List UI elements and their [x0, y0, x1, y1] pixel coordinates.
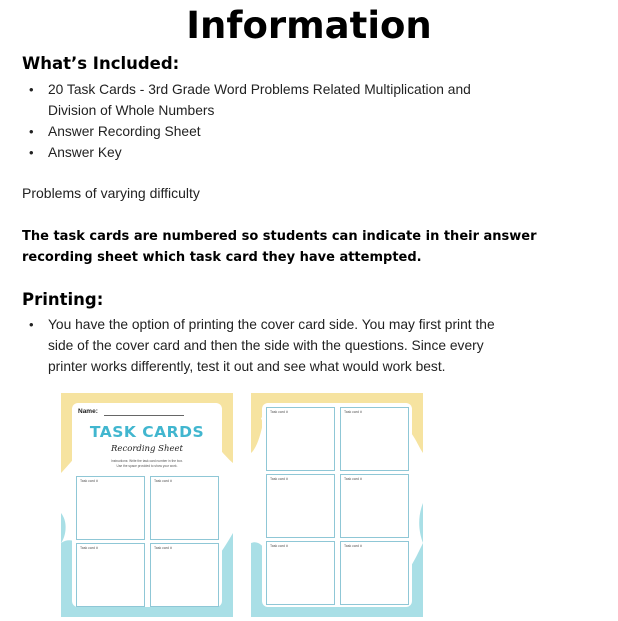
task-card-box: Task card # — [150, 476, 219, 540]
recording-sheet-subtitle: Recording Sheet — [111, 444, 183, 454]
list-item: • Answer Key — [26, 142, 471, 163]
task-card-box: Task card # — [266, 474, 335, 538]
list-item: • You have the option of printing the cover card side. You may first print the — [26, 314, 495, 335]
bullet-icon: • — [29, 145, 34, 160]
difficulty-text: Problems of varying difficulty — [22, 185, 200, 201]
name-line — [104, 415, 184, 416]
task-card-box: Task card # — [340, 474, 409, 538]
bullet-icon: • — [29, 124, 34, 139]
task-card-box: Task card # — [76, 543, 145, 607]
task-card-box: Task card # — [340, 541, 409, 605]
list-item: printer works differently, test it out and see what would work best. — [48, 359, 446, 374]
included-heading: What’s Included: — [22, 54, 180, 73]
list-item: • 20 Task Cards - 3rd Grade Word Problems Related Multiplication and — [26, 79, 471, 100]
printing-list — [26, 314, 495, 377]
list-item: side of the cover card and then the side with the questions. Since every — [48, 338, 484, 353]
recording-sheet-preview — [61, 393, 233, 617]
numbered-note: The task cards are numbered so students can indicate in their answer recording sheet which task card they have attempted. — [22, 229, 537, 265]
task-card-box: Task card # — [340, 407, 409, 471]
task-card-box: Task card # — [266, 541, 335, 605]
list-item: Division of Whole Numbers — [48, 103, 215, 118]
name-label: Name: — [78, 408, 98, 415]
bullet-icon: • — [29, 317, 34, 332]
sheet-inner — [72, 403, 222, 607]
printing-heading: Printing: — [22, 290, 104, 309]
task-card-box: Task card # — [266, 407, 335, 471]
task-card-box: Task card # — [76, 476, 145, 540]
list-item: • Answer Recording Sheet — [26, 121, 471, 142]
task-cards-title: TASK CARDS — [89, 423, 205, 441]
included-list — [26, 79, 471, 163]
bullet-icon: • — [29, 82, 34, 97]
page-title: Information — [186, 4, 432, 47]
instructions-text: Instructions: Write the task card number in the box. Use the space provided to show your work. — [111, 459, 183, 468]
task-card-grid-preview — [251, 393, 423, 617]
task-card-box: Task card # — [150, 543, 219, 607]
sheet-inner — [262, 403, 412, 607]
